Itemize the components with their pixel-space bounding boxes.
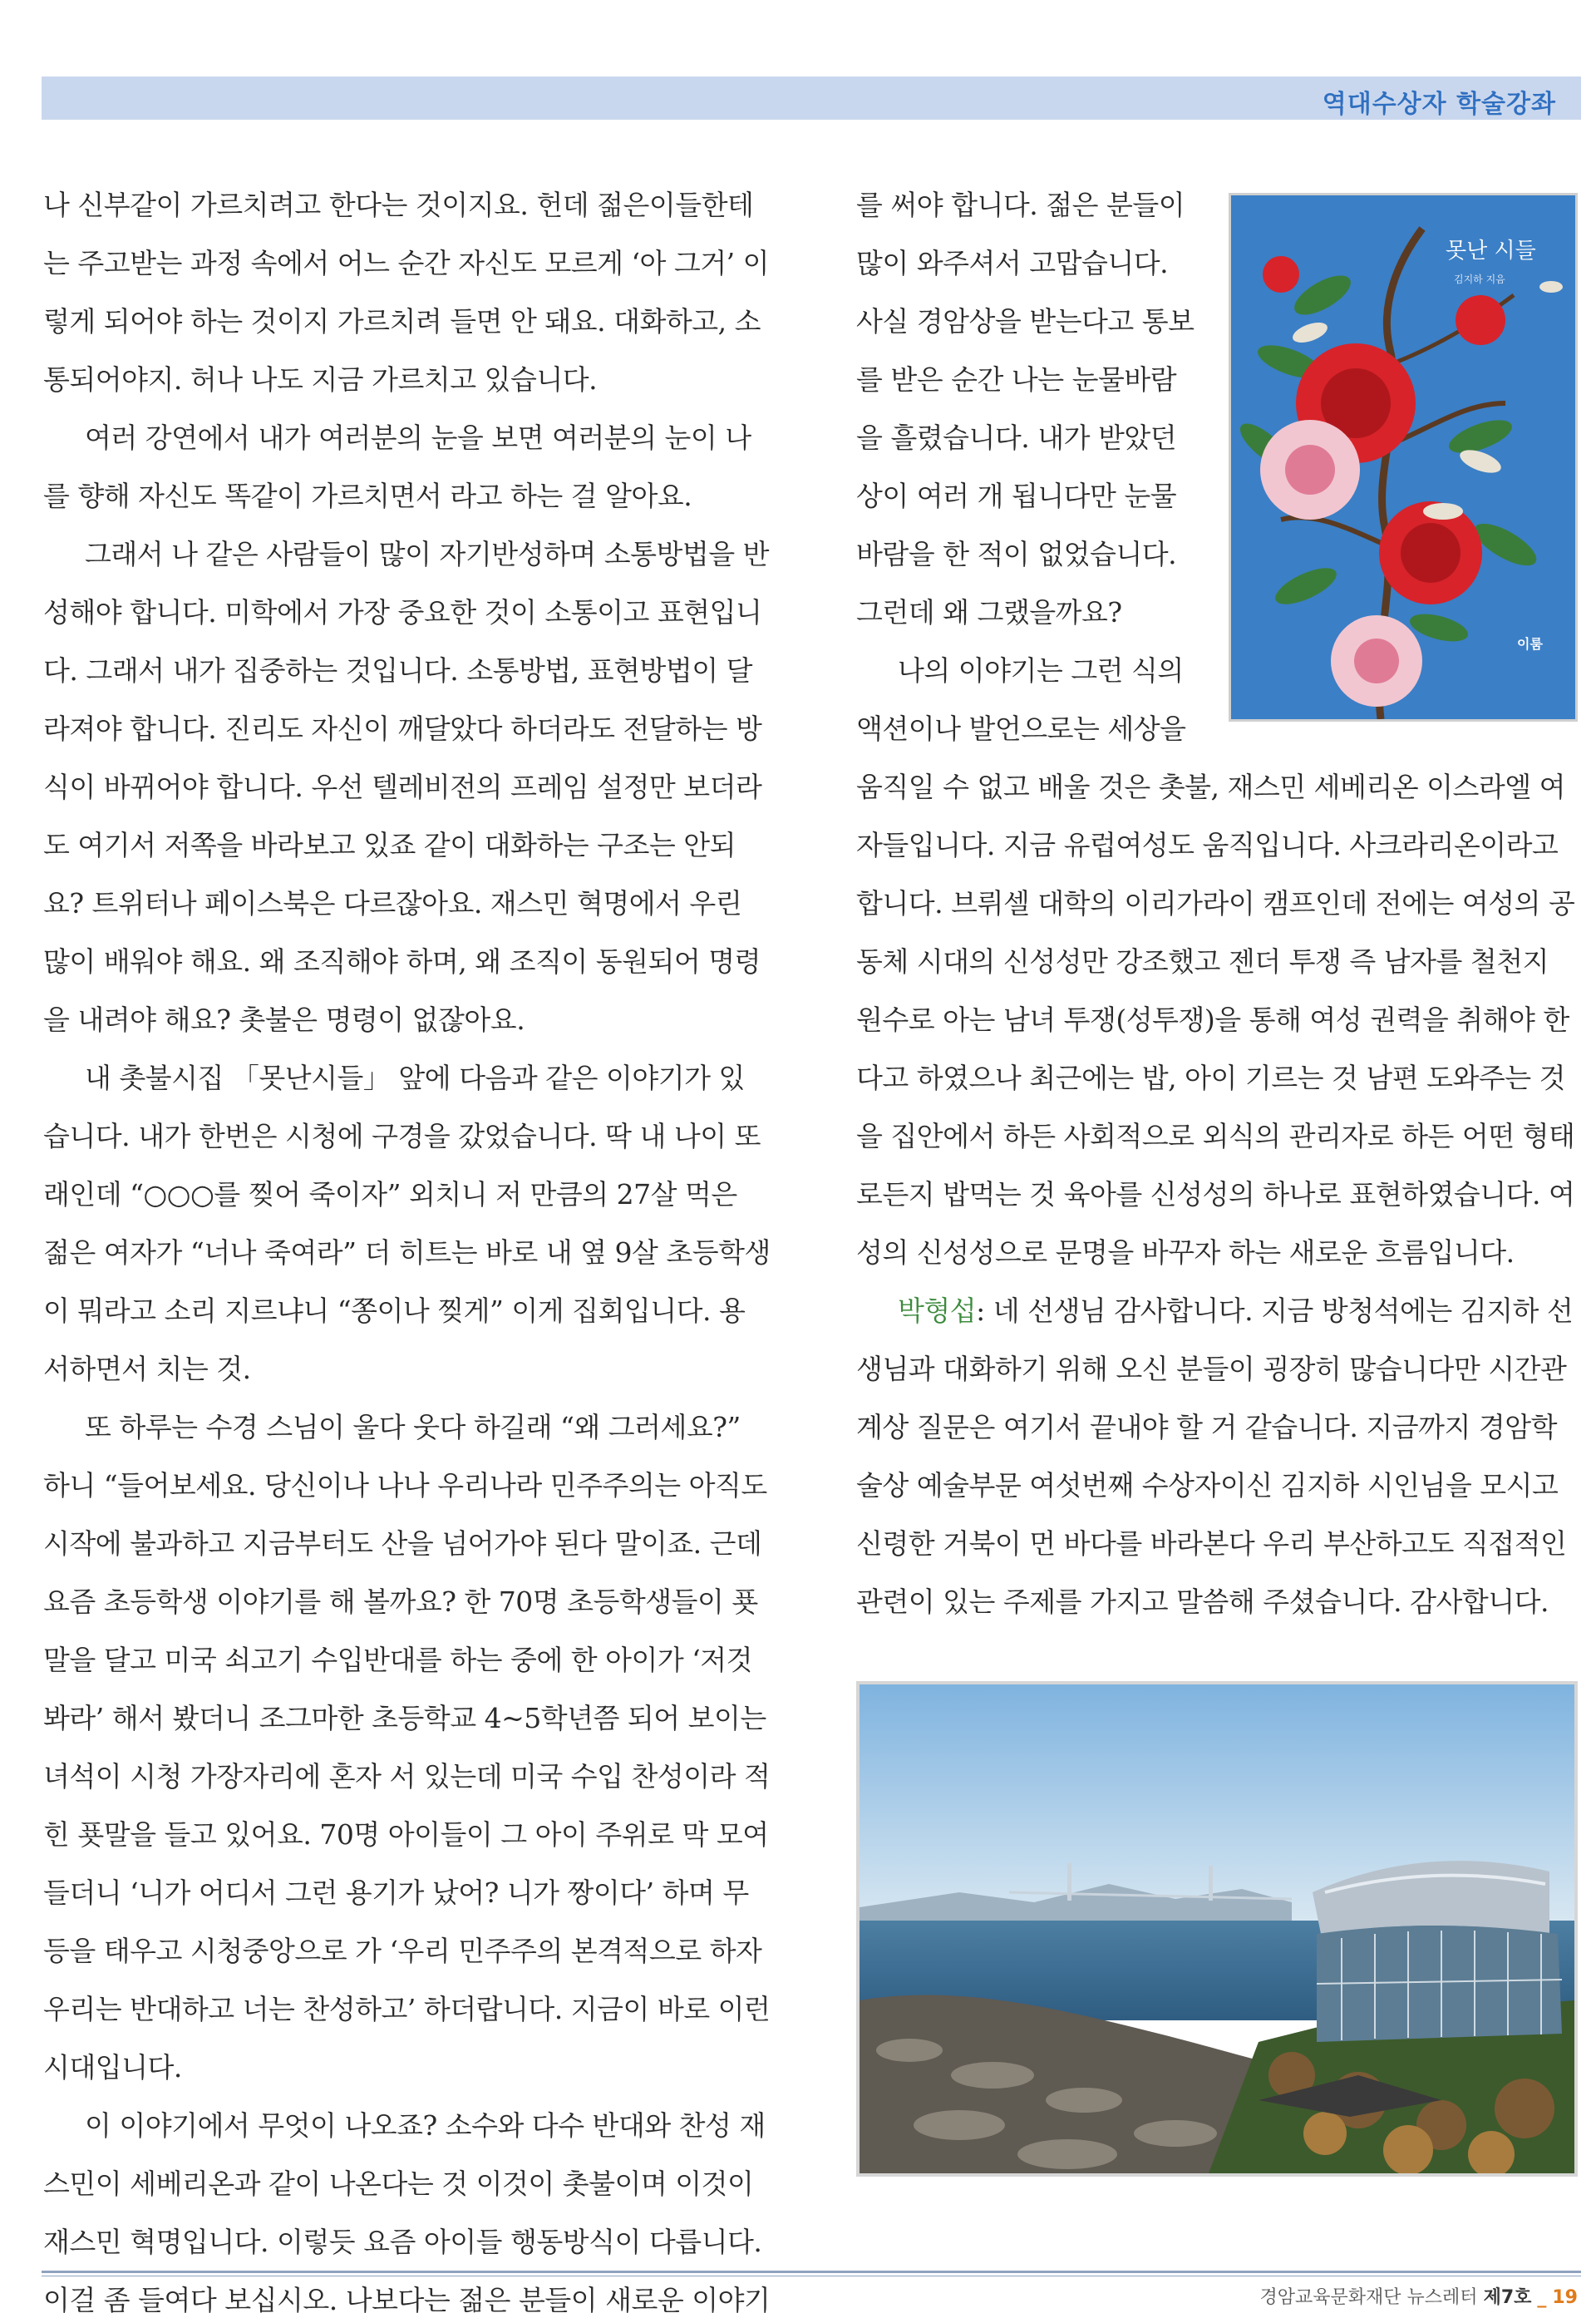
right-text-column <box>856 758 1579 1631</box>
paragraph: 또 하루는 수경 스님이 울다 웃다 하길래 “왜 그러세요?” 하니 “들어보세요. 당신이나 나나 우리나라 민주주의는 아직도 시작에 불과하고 지금부터도 산을 넘어가야 된다 말이죠. 근데 요즘 초등학생 이야기를 해 볼까요? 한 70명 초등학생들이 푯말을 달고 미국 쇠고기 수입반대를 하는 중에 한 아이가 ‘저것 봐라’ 해서 봤더니 조그마한 초등학교 4~5학년쯤 되어 보이는 녀석이 시청 가장자리에 혼자 서 있는데 미국 수입 찬성이라 적힌 푯말을 들고 있어요. 70명 아이들이 그 아이 주위로 막 모여들더니 ‘니가 어디서 그런 용기가 났어? 니가 짱이다’ 하며 무등을 태우고 시청중앙으로 가 ‘우리 민주주의 본격적으로 하자 우리는 반대하고 너는 찬성하고’ 하더랍니다. 지금이 바로 이런 시대입니다. <box>43 1411 771 2084</box>
paragraph: 여러 강연에서 내가 여러분의 눈을 보면 여러분의 눈이 나를 향해 자신도 똑같이 가르치면서 라고 하는 걸 알아요. <box>43 422 751 512</box>
speaker-name: 박형섭 <box>898 1295 977 1327</box>
footer-org: 경암교육문화재단 뉴스레터 <box>1259 2287 1478 2308</box>
footer <box>1260 2283 1578 2309</box>
footer-separator: _ <box>1537 2287 1547 2308</box>
svg-text:못난 시들: 못난 시들 <box>1446 239 1536 264</box>
paragraph: 움직일 수 없고 배울 것은 촛불, 재스민 세베리온 이스라엘 여자들입니다. 지금 유럽여성도 움직입니다. 사크라리온이라고 합니다. 브뤼셀 대학의 이리가라이 캠프인데 전에는 여성의 공동체 시대의 신성성만 강조했고 젠더 투쟁 즉 남자를 철천지 원수로 아는 남녀 투쟁(성투쟁)을 통해 여성 권력을 취해야 한다고 하였으나 최근에는 밥, 아이 기르는 것 남편 도와주는 것을 집안에서 하든 사회적으로 외식의 관리자로 하든 어떤 형태로든지 밥먹는 것 육아를 신성성의 하나로 표현하였습니다. 여성의 신성성으로 문명을 바꾸자 하는 새로운 흐름입니다. <box>856 771 1575 1269</box>
page-number: 19 <box>1552 2287 1578 2308</box>
book-cover-image <box>1229 193 1578 722</box>
photo-seaside-building <box>856 1681 1578 2177</box>
paragraph: 나의 이야기는 그런 식의 액션이나 발언으로는 세상을 <box>856 654 1186 745</box>
svg-text:김지하 지음: 김지하 지음 <box>1454 274 1505 285</box>
paragraph: 를 써야 합니다. 젊은 분들이 많이 와주셔서 고맙습니다. 사실 경암상을 받는다고 통보를 받은 순간 나는 눈물바람을 흘렸습니다. 내가 받았던 상이 여러 개 됩니다만 눈물바람을 한 적이 없었습니다. 그런데 왜 그랬을까요? <box>856 189 1195 629</box>
svg-text:이룸: 이룸 <box>1517 636 1543 652</box>
section-title: 역대수상자 학술강좌 <box>1322 90 1556 119</box>
right-top-text-column <box>856 176 1201 758</box>
paragraph: 그래서 나 같은 사람들이 많이 자기반성하며 소통방법을 반성해야 합니다. 미학에서 가장 중요한 것이 소통이고 표현입니다. 그래서 내가 집중하는 것입니다. 소통방법, 표현방법이 달라져야 합니다. 진리도 자신이 깨달았다 하더라도 전달하는 방식이 바뀌어야 합니다. 우선 텔레비전의 프레임 설정만 보더라도 여기서 저쪽을 바라보고 있죠 같이 대화하는 구조는 안되요? 트위터나 페이스북은 다르잖아요. 재스민 혁명에서 우린 많이 배워야 해요. 왜 조직해야 하며, 왜 조직이 동원되어 명령을 내려야 해요? 촛불은 명령이 없잖아요. <box>43 538 769 1036</box>
footer-issue: 제7호 <box>1483 2287 1532 2308</box>
left-text-column <box>43 176 771 2313</box>
speaker-text: : 네 선생님 감사합니다. 지금 방청석에는 김지하 선생님과 대화하기 위해 오신 분들이 굉장히 많습니다만 시간관계상 질문은 여기서 끝내야 할 거 같습니다. 지금까지 경암학술상 예술부문 여섯번째 수상자이신 김지하 시인님을 모시고 신령한 거북이 먼 바다를 바라본다 우리 부산하고도 직접적인 관련이 있는 주제를 가지고 말씀해 주셨습니다. 감사합니다. <box>856 1295 1574 1618</box>
footer-rule <box>42 2271 1581 2273</box>
section-header-band <box>42 76 1581 120</box>
paragraph: 이 이야기에서 무엇이 나오죠? 소수와 다수 반대와 찬성 재스민이 세베리온과 같이 나온다는 것 이것이 촛불이며 이것이 재스민 혁명입니다. 이렇듯 요즘 아이들 행동방식이 다릅니다. 이걸 좀 들여다 보십시오. 나보다는 젊은 분들이 새로운 이야기 <box>43 2109 771 2313</box>
paragraph: 나 신부같이 가르치려고 한다는 것이지요. 헌데 젊은이들한테는 주고받는 과정 속에서 어느 순간 자신도 모르게 ‘아 그거’ 이렇게 되어야 하는 것이지 가르치려 들면 안 돼요. 대화하고, 소통되어야지. 허나 나도 지금 가르치고 있습니다. <box>43 189 769 396</box>
paragraph <box>856 1282 1579 1631</box>
paragraph: 내 촛불시집 「못난시들」 앞에 다음과 같은 이야기가 있습니다. 내가 한번은 시청에 구경을 갔었습니다. 딱 내 나이 또래인데 “○○○를 찢어 죽이자” 외치니 저 만큼의 27살 먹은 젊은 여자가 “너나 죽여라” 더 히트는 바로 내 옆 9살 초등학생이 뭐라고 소리 지르냐니 “쫑이나 찢게” 이게 집회입니다. 용서하면서 치는 것. <box>43 1062 771 1385</box>
